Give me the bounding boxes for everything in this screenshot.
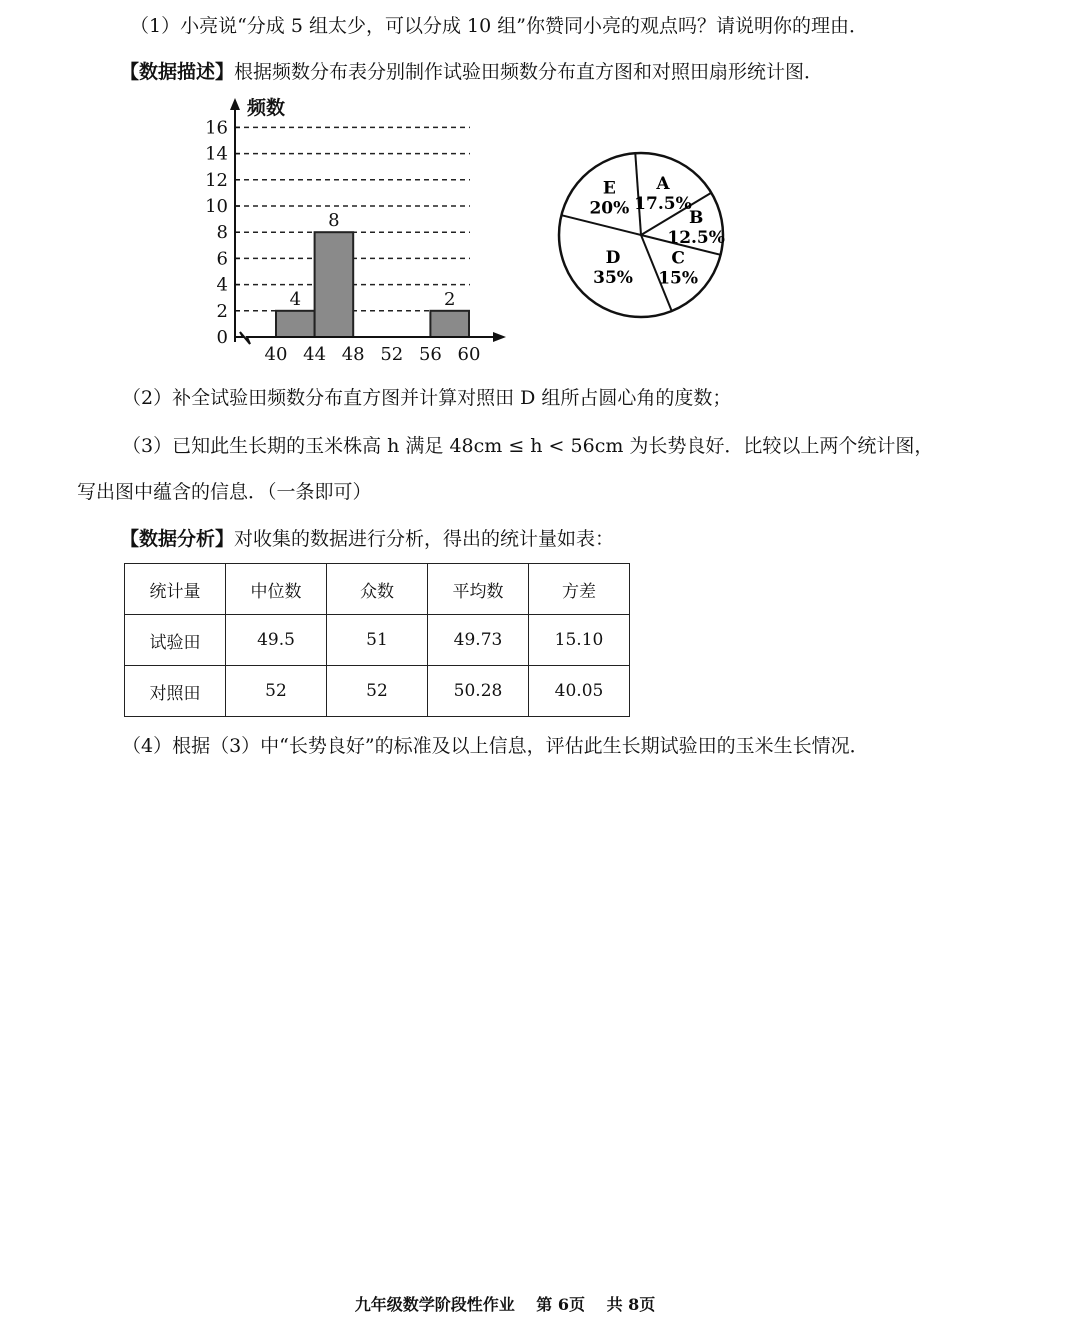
x-tick-label: 40: [264, 344, 288, 365]
y-axis-arrow: [230, 98, 240, 110]
data-description-line: [120, 63, 823, 82]
table-cell: 50.28: [428, 666, 529, 717]
table-header-cell: 统计量: [125, 564, 226, 615]
table-cell: 51: [327, 615, 428, 666]
question-2: （2）补全试验田频数分布直方图并计算对照田 D 组所占圆心角的度数；: [122, 387, 732, 409]
x-tick-label: 48: [341, 344, 365, 365]
bar-label: 2: [443, 288, 456, 310]
table-row: [125, 615, 630, 666]
table-cell: 15.10: [529, 615, 630, 666]
pie-slice-name: B: [688, 207, 704, 228]
table-header-cell: 方差: [529, 564, 630, 615]
histogram-bar: [430, 311, 469, 337]
x-tick-label: 52: [380, 344, 404, 365]
y-tick-label: 12: [205, 169, 228, 191]
table-header-cell: 众数: [327, 564, 428, 615]
table-cell: 49.5: [226, 615, 327, 666]
pie-slice-percent: 20%: [589, 198, 630, 219]
footer-page: 第 6页: [536, 1295, 585, 1314]
pie-slice-name: E: [602, 178, 616, 199]
histogram-bar: [276, 311, 315, 337]
y-tick-label: 10: [205, 196, 228, 217]
table-cell: 试验田: [125, 615, 226, 666]
x-tick-label: 44: [303, 344, 327, 365]
table-cell: 49.73: [428, 615, 529, 666]
statistics-table: [124, 563, 630, 717]
pie-slice-name: A: [656, 173, 670, 194]
pie-slice-name: C: [671, 248, 685, 269]
table-cell: 对照田: [125, 666, 226, 717]
y-tick-label: 16: [205, 117, 228, 139]
y-tick-label: 8: [216, 222, 228, 244]
x-tick-label: 56: [418, 344, 442, 365]
data-analysis-text: 对收集的数据进行分析，得出的统计量如表：: [234, 528, 615, 550]
table-header-cell: 平均数: [428, 564, 529, 615]
bar-label: 4: [289, 288, 302, 310]
page-footer: [0, 1292, 1010, 1315]
footer-title: 九年级数学阶段性作业: [354, 1295, 515, 1314]
y-axis-title: 频数: [247, 97, 286, 119]
pie-slice-name: D: [605, 248, 621, 269]
question-1: （1）小亮说“分成 5 组太少，可以分成 10 组”你赞同小亮的观点吗？请说明你的理由．: [130, 15, 868, 37]
pie-slice-percent: 12.5%: [667, 227, 725, 248]
question-3-line-2: 写出图中蕴含的信息．（一条即可）: [77, 481, 372, 503]
bar-label: 8: [328, 210, 340, 232]
data-description-text: 根据频数分布表分别制作试验田频数分布直方图和对照田扇形统计图．: [234, 61, 824, 83]
x-axis-arrow: [493, 332, 506, 342]
histogram-bar: [315, 232, 354, 337]
pie-slice-percent: 17.5%: [634, 193, 692, 214]
y-tick-label: 2: [216, 300, 228, 322]
data-description-tag: 【数据描述】: [120, 61, 235, 83]
pie-chart: [548, 145, 738, 335]
table-cell: 52: [327, 666, 428, 717]
data-analysis-line: [120, 530, 614, 549]
question-4: （4）根据（3）中“长势良好”的标准及以上信息，评估此生长期试验田的玉米生长情况．: [122, 735, 869, 757]
y-tick-label: 14: [205, 143, 228, 165]
pie-slice-percent: 35%: [593, 268, 633, 289]
question-3-line-1: （3）已知此生长期的玉米株高 h 满足 48cm ≤ h < 56cm 为长势良好．比较以上两个统计图，: [122, 435, 934, 457]
footer-total: 共 8页: [606, 1295, 656, 1314]
y-tick-label: 4: [216, 274, 228, 296]
table-header-cell: 中位数: [226, 564, 327, 615]
table-header-row: [125, 564, 630, 615]
y-tick-label: 0: [216, 327, 228, 348]
table-cell: 40.05: [529, 666, 630, 717]
table-cell: 52: [226, 666, 327, 717]
data-analysis-tag: 【数据分析】: [120, 528, 235, 550]
histogram-chart: [195, 92, 515, 370]
pie-slice-percent: 15%: [658, 268, 699, 289]
y-tick-label: 6: [216, 248, 228, 270]
x-tick-label: 60: [457, 344, 481, 365]
table-row: [125, 666, 630, 717]
